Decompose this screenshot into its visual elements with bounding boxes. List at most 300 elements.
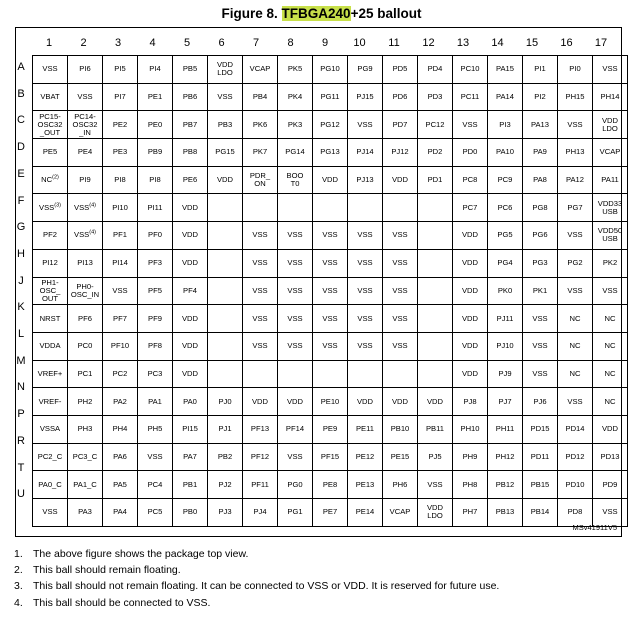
ball-cell xyxy=(418,194,453,222)
ball-cell: PD6 xyxy=(383,83,418,111)
ball-cell: PE10 xyxy=(313,388,348,416)
row-letter: N xyxy=(17,381,25,394)
row-letter: G xyxy=(16,221,26,234)
ball-cell: PA6 xyxy=(103,443,138,471)
ball-cell: PF14 xyxy=(278,415,313,443)
ball-cell xyxy=(278,194,313,222)
ball-cell: PI0 xyxy=(558,56,593,84)
ball-cell: PB1 xyxy=(173,471,208,499)
ball-cell: PC2_C xyxy=(33,443,68,471)
ball-cell: VSS xyxy=(593,56,628,84)
note-text: This ball should be connected to VSS. xyxy=(33,596,211,609)
ball-cell: PA11 xyxy=(593,166,628,194)
note-number: 1. xyxy=(14,548,23,560)
ball-cell: PH10 xyxy=(453,415,488,443)
ball-cell: PJ13 xyxy=(348,166,383,194)
ball-cell: VDD xyxy=(173,332,208,360)
ball-cell: PD7 xyxy=(383,111,418,139)
ball-cell: PI4 xyxy=(138,56,173,84)
ball-cell: PI1 xyxy=(523,56,558,84)
ballout-row xyxy=(33,471,628,499)
ball-cell: VSS xyxy=(383,305,418,333)
ball-cell: PC3 xyxy=(138,360,173,388)
ball-cell: VDD LDO xyxy=(208,56,243,84)
ball-cell: PE12 xyxy=(348,443,383,471)
ball-cell: PH9 xyxy=(453,443,488,471)
ball-cell: VDD xyxy=(208,166,243,194)
ball-cell: VSS xyxy=(383,249,418,277)
ball-cell xyxy=(208,332,243,360)
ball-cell: VSS xyxy=(313,222,348,250)
ball-cell: PB10 xyxy=(383,415,418,443)
ball-cell: NC xyxy=(558,360,593,388)
ball-cell: PH1- OSC_ OUT xyxy=(33,277,68,305)
note-item xyxy=(14,578,499,594)
ball-cell: PH13 xyxy=(558,139,593,167)
ball-cell: NRST xyxy=(33,305,68,333)
ball-cell: NC xyxy=(593,305,628,333)
ball-cell: PG2 xyxy=(558,249,593,277)
ball-cell: PC14- OSC32 _IN xyxy=(68,111,103,139)
ball-cell: PA3 xyxy=(68,499,103,527)
ball-cell: PC8 xyxy=(453,166,488,194)
ball-cell: PI14 xyxy=(103,249,138,277)
ball-cell: VDD50 USB xyxy=(593,222,628,250)
ball-cell: VCAP xyxy=(243,56,278,84)
footnote-marker: (2) xyxy=(52,174,59,181)
ball-cell: VSS xyxy=(313,277,348,305)
ball-cell: PB2 xyxy=(208,443,243,471)
ball-cell xyxy=(348,194,383,222)
note-item xyxy=(14,595,499,611)
ball-cell xyxy=(383,194,418,222)
ball-cell: PF9 xyxy=(138,305,173,333)
ball-cell: PE8 xyxy=(313,471,348,499)
ball-cell: PC0 xyxy=(68,332,103,360)
column-number: 10 xyxy=(353,37,366,49)
ball-cell: VDD xyxy=(173,222,208,250)
ball-cell: VDD xyxy=(173,360,208,388)
note-text: The above figure shows the package top view. xyxy=(33,548,249,560)
ball-cell: PDR_ ON xyxy=(243,166,278,194)
figure-title-prefix: Figure 8. xyxy=(221,6,282,21)
ball-cell: PB8 xyxy=(173,139,208,167)
ball-cell: PI8 xyxy=(138,166,173,194)
ball-cell: VSS xyxy=(348,111,383,139)
ball-cell: VDD xyxy=(243,388,278,416)
row-letter: U xyxy=(17,488,25,501)
ballout-row xyxy=(33,305,628,333)
ball-cell: PJ6 xyxy=(523,388,558,416)
column-number: 16 xyxy=(560,37,573,49)
row-letter: L xyxy=(17,328,25,340)
ball-cell: PF1 xyxy=(103,222,138,250)
row-letter: J xyxy=(18,274,24,287)
column-number: 17 xyxy=(594,37,608,49)
ball-cell: PD9 xyxy=(593,471,628,499)
ball-cell: PH14 xyxy=(593,83,628,111)
ballout-row xyxy=(33,249,628,277)
row-letter: F xyxy=(17,194,25,207)
column-number: 3 xyxy=(114,37,122,49)
ballout-row xyxy=(33,166,628,194)
ball-cell: PA2 xyxy=(103,388,138,416)
ball-cell: PC3_C xyxy=(68,443,103,471)
ball-cell: PF2 xyxy=(33,222,68,250)
row-letter: H xyxy=(17,247,25,260)
ball-cell: PH3 xyxy=(68,415,103,443)
ball-cell: PC10 xyxy=(453,56,488,84)
ball-cell: PG12 xyxy=(313,111,348,139)
ball-cell: PG14 xyxy=(278,139,313,167)
ball-cell: PG0 xyxy=(278,471,313,499)
ball-cell: PD5 xyxy=(383,56,418,84)
ball-cell: VSS xyxy=(138,443,173,471)
row-letter: M xyxy=(16,354,26,367)
ball-cell: NC xyxy=(558,332,593,360)
ball-cell xyxy=(313,360,348,388)
ball-cell: VBAT xyxy=(33,83,68,111)
figure-title-highlight: TFBGA240 xyxy=(281,6,351,21)
ball-cell: PA8 xyxy=(523,166,558,194)
ball-cell: PE14 xyxy=(348,499,383,527)
ball-cell: PG1 xyxy=(278,499,313,527)
ball-cell: VSS xyxy=(348,222,383,250)
ball-cell: PH8 xyxy=(453,471,488,499)
ball-cell: VSS xyxy=(243,332,278,360)
ball-cell xyxy=(208,249,243,277)
ball-cell: PI8 xyxy=(103,166,138,194)
ball-cell: PG3 xyxy=(523,249,558,277)
ball-cell: VSS xyxy=(523,332,558,360)
note-item xyxy=(14,562,499,578)
ball-cell: VDD xyxy=(383,166,418,194)
ball-cell: PH5 xyxy=(138,415,173,443)
ball-cell: PI2 xyxy=(523,83,558,111)
row-letter: P xyxy=(17,408,25,421)
ball-cell: PH7 xyxy=(453,499,488,527)
ball-cell xyxy=(278,360,313,388)
ball-cell: VDD xyxy=(453,305,488,333)
ball-cell: PD14 xyxy=(558,415,593,443)
ball-cell: PI3 xyxy=(488,111,523,139)
ball-cell xyxy=(418,360,453,388)
column-number: 7 xyxy=(252,37,260,49)
ball-cell: PJ4 xyxy=(243,499,278,527)
ball-cell: VSS$^{(4)}$ xyxy=(68,222,103,250)
ball-cell: VSS xyxy=(278,249,313,277)
ball-cell: NC$^{(2)}$ xyxy=(33,166,68,194)
ball-cell: PJ14 xyxy=(348,139,383,167)
row-letter: T xyxy=(17,461,25,474)
ball-cell: VSS xyxy=(278,277,313,305)
ball-cell: PI10 xyxy=(103,194,138,222)
ball-cell: PK2 xyxy=(593,249,628,277)
ball-cell: VSS xyxy=(243,249,278,277)
ball-cell: PA12 xyxy=(558,166,593,194)
ball-cell: PB6 xyxy=(173,83,208,111)
ball-cell xyxy=(418,249,453,277)
ball-cell: PB5 xyxy=(173,56,208,84)
ball-cell: PC12 xyxy=(418,111,453,139)
ball-cell: PH15 xyxy=(558,83,593,111)
ball-cell: VDD xyxy=(453,332,488,360)
ball-cell: PE0 xyxy=(138,111,173,139)
ball-cell: VSS xyxy=(558,111,593,139)
row-letter: E xyxy=(17,167,25,180)
ball-cell: PD8 xyxy=(558,499,593,527)
ball-cell: VSS xyxy=(523,360,558,388)
ball-cell xyxy=(383,360,418,388)
column-number: 15 xyxy=(525,37,539,49)
ball-cell: VSS xyxy=(593,499,628,527)
ball-cell: PK5 xyxy=(278,56,313,84)
ball-cell: PE13 xyxy=(348,471,383,499)
ball-cell: PF15 xyxy=(313,443,348,471)
ball-cell: BOO T0 xyxy=(278,166,313,194)
ball-cell: VSS xyxy=(243,277,278,305)
ball-cell: VDD LDO xyxy=(418,499,453,527)
ball-cell: PE1 xyxy=(138,83,173,111)
ball-cell: PD4 xyxy=(418,56,453,84)
ball-cell: PI11 xyxy=(138,194,173,222)
ball-cell: VREF+ xyxy=(33,360,68,388)
ball-cell: VSS xyxy=(313,305,348,333)
ball-cell: PE2 xyxy=(103,111,138,139)
ball-cell: VSS xyxy=(278,222,313,250)
figure-title xyxy=(0,6,643,21)
ball-cell: PD11 xyxy=(523,443,558,471)
ball-cell: VSS xyxy=(243,222,278,250)
footnote-marker: (4) xyxy=(89,202,96,209)
ball-cell: NC xyxy=(593,388,628,416)
ball-cell: PF3 xyxy=(138,249,173,277)
ball-cell xyxy=(243,360,278,388)
notes-list xyxy=(14,546,499,611)
row-letter: C xyxy=(17,114,25,127)
ball-cell: PB14 xyxy=(523,499,558,527)
ball-cell: PF13 xyxy=(243,415,278,443)
ball-cell: PF10 xyxy=(103,332,138,360)
ball-cell: VSS xyxy=(558,388,593,416)
ball-cell: VDD xyxy=(278,388,313,416)
row-letter: R xyxy=(17,434,25,447)
ball-cell: VSS xyxy=(33,56,68,84)
ball-cell: PJ8 xyxy=(453,388,488,416)
ball-cell: VSS xyxy=(558,277,593,305)
ballout-row xyxy=(33,139,628,167)
ball-cell: VSS xyxy=(278,443,313,471)
ball-cell: VDD33 USB xyxy=(593,194,628,222)
ballout-row xyxy=(33,360,628,388)
ball-cell: PK4 xyxy=(278,83,313,111)
figure-title-suffix: +25 ballout xyxy=(350,6,422,21)
ball-cell xyxy=(418,305,453,333)
ball-cell: PF8 xyxy=(138,332,173,360)
ball-cell: PB15 xyxy=(523,471,558,499)
ballout-row xyxy=(33,499,628,527)
ball-cell: PJ15 xyxy=(348,83,383,111)
ball-cell: PA7 xyxy=(173,443,208,471)
ball-cell: PG9 xyxy=(348,56,383,84)
ball-cell: VDD xyxy=(453,277,488,305)
ball-cell: VSS xyxy=(523,305,558,333)
ball-cell: PD3 xyxy=(418,83,453,111)
ball-cell: PG7 xyxy=(558,194,593,222)
ball-cell: PB13 xyxy=(488,499,523,527)
ball-cell: VDD xyxy=(453,222,488,250)
ball-cell: VDD xyxy=(453,360,488,388)
ball-cell: PA1 xyxy=(138,388,173,416)
ball-cell: PJ7 xyxy=(488,388,523,416)
ballout-row xyxy=(33,222,628,250)
ball-cell: VSS xyxy=(453,111,488,139)
ball-cell: PJ11 xyxy=(488,305,523,333)
ball-cell: VSS xyxy=(103,277,138,305)
ball-cell: VDD xyxy=(418,388,453,416)
ball-cell: VREF- xyxy=(33,388,68,416)
ball-cell: VSS xyxy=(313,249,348,277)
ball-cell: VSS xyxy=(208,83,243,111)
column-number: 9 xyxy=(321,37,329,49)
ball-cell: PE15 xyxy=(383,443,418,471)
column-number: 6 xyxy=(218,37,225,49)
ball-cell xyxy=(208,277,243,305)
ball-cell: PH12 xyxy=(488,443,523,471)
ball-cell: PC11 xyxy=(453,83,488,111)
ball-cell: PA0_C xyxy=(33,471,68,499)
ball-cell: PD10 xyxy=(558,471,593,499)
footnote-marker: (3) xyxy=(54,202,61,209)
ball-cell: PJ5 xyxy=(418,443,453,471)
ball-cell: VSS xyxy=(383,332,418,360)
ball-cell: PG10 xyxy=(313,56,348,84)
ball-cell: VCAP xyxy=(593,139,628,167)
ball-cell: VDD xyxy=(453,249,488,277)
ball-cell: PD13 xyxy=(593,443,628,471)
ball-cell: VDD xyxy=(348,388,383,416)
ball-cell xyxy=(418,222,453,250)
ball-cell: PA0 xyxy=(173,388,208,416)
ball-cell: PK7 xyxy=(243,139,278,167)
column-number: 5 xyxy=(183,37,191,49)
ballout-row xyxy=(33,111,628,139)
ball-cell: NC xyxy=(593,332,628,360)
ball-cell: VSS xyxy=(558,222,593,250)
ball-cell: PD2 xyxy=(418,139,453,167)
ball-cell: PC15- OSC32 _OUT xyxy=(33,111,68,139)
ball-cell: PF12 xyxy=(243,443,278,471)
ball-cell xyxy=(313,194,348,222)
ball-cell: PI12 xyxy=(33,249,68,277)
ballout-row xyxy=(33,277,628,305)
ball-cell: PB4 xyxy=(243,83,278,111)
ball-cell: PD0 xyxy=(453,139,488,167)
ball-cell: PH4 xyxy=(103,415,138,443)
note-number: 2. xyxy=(14,564,23,577)
ball-cell: PA1_C xyxy=(68,471,103,499)
ball-cell: VSS xyxy=(348,305,383,333)
ball-cell: PB0 xyxy=(173,499,208,527)
column-number: 12 xyxy=(422,37,435,49)
ball-cell: PG5 xyxy=(488,222,523,250)
ball-cell: PF11 xyxy=(243,471,278,499)
ball-cell: VSS xyxy=(33,499,68,527)
note-text: This ball should not remain floating. It can be connected to VSS or VDD. It is reserved for future use. xyxy=(33,580,500,593)
ball-cell: PI5 xyxy=(103,56,138,84)
ball-cell: VDD xyxy=(173,194,208,222)
ball-cell: PJ1 xyxy=(208,415,243,443)
ball-cell: PC7 xyxy=(453,194,488,222)
ball-cell: PI15 xyxy=(173,415,208,443)
ball-cell: PI9 xyxy=(68,166,103,194)
ball-cell: PH0- OSC_IN xyxy=(68,277,103,305)
ball-cell xyxy=(418,332,453,360)
ball-cell: VDD xyxy=(313,166,348,194)
ball-cell: PE3 xyxy=(103,139,138,167)
column-number: 11 xyxy=(388,37,400,49)
row-letter: B xyxy=(17,87,25,100)
ball-cell: PA9 xyxy=(523,139,558,167)
column-number: 1 xyxy=(45,37,53,49)
ball-cell: PA15 xyxy=(488,56,523,84)
ball-cell: PA10 xyxy=(488,139,523,167)
ball-cell: PJ9 xyxy=(488,360,523,388)
ball-cell: VSS xyxy=(68,83,103,111)
footnote-marker: (4) xyxy=(89,229,96,236)
ball-cell xyxy=(208,194,243,222)
ball-cell: PH6 xyxy=(383,471,418,499)
ball-cell: VSS xyxy=(593,277,628,305)
ball-cell: PE4 xyxy=(68,139,103,167)
ball-cell: PC4 xyxy=(138,471,173,499)
ball-cell: PF6 xyxy=(68,305,103,333)
ball-cell: PD1 xyxy=(418,166,453,194)
ball-cell xyxy=(243,194,278,222)
ball-cell: PB7 xyxy=(173,111,208,139)
ball-cell: VDD LDO xyxy=(593,111,628,139)
ball-cell: PA14 xyxy=(488,83,523,111)
ball-cell: PC2 xyxy=(103,360,138,388)
ball-cell: PF5 xyxy=(138,277,173,305)
ball-cell: PI13 xyxy=(68,249,103,277)
ball-cell: PE9 xyxy=(313,415,348,443)
ball-cell: VSS xyxy=(278,332,313,360)
row-letter: D xyxy=(17,141,25,154)
ball-cell: PG11 xyxy=(313,83,348,111)
ball-cell: PK3 xyxy=(278,111,313,139)
ball-cell: PJ2 xyxy=(208,471,243,499)
ballout-row xyxy=(33,443,628,471)
ballout-row xyxy=(33,83,628,111)
ball-cell: VSS xyxy=(348,277,383,305)
ball-cell: VDD xyxy=(593,415,628,443)
ball-cell: VSSA xyxy=(33,415,68,443)
ball-cell: PA13 xyxy=(523,111,558,139)
ball-cell: PK1 xyxy=(523,277,558,305)
ball-cell: VSS$^{(3)}$ xyxy=(33,194,68,222)
ball-cell: PJ12 xyxy=(383,139,418,167)
ball-cell: PA5 xyxy=(103,471,138,499)
ball-cell: VSS xyxy=(348,332,383,360)
column-number: 2 xyxy=(80,37,87,49)
ball-cell: PE6 xyxy=(173,166,208,194)
ball-cell: PB12 xyxy=(488,471,523,499)
ball-cell: PB11 xyxy=(418,415,453,443)
ball-cell: PD15 xyxy=(523,415,558,443)
ball-cell: PG8 xyxy=(523,194,558,222)
ball-cell xyxy=(418,277,453,305)
